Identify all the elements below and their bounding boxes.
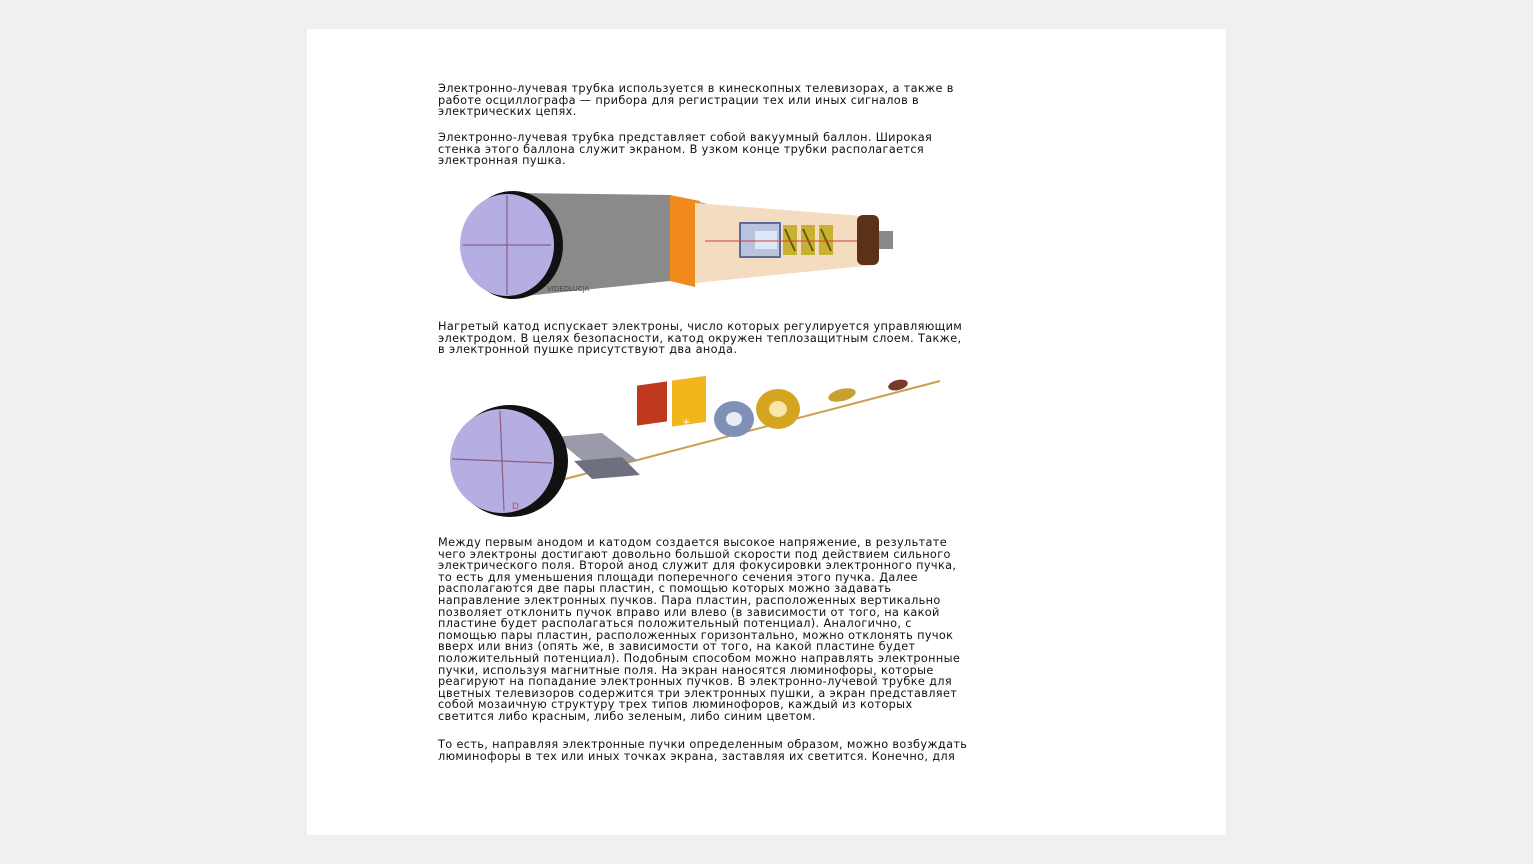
svg-text:+: + bbox=[682, 417, 691, 428]
paragraph-intro: Электронно-лучевая трубка используется в кинескопных телевизорах, а также в работе осциллографа — прибора для регистрации тех или иных сигналов в электрических цепях. bbox=[438, 82, 954, 119]
tube-watermark: VIDEOLUCJA bbox=[547, 285, 590, 293]
tube-pins bbox=[879, 231, 893, 249]
document-page bbox=[307, 29, 1226, 835]
svg-text:F: F bbox=[660, 442, 666, 452]
coil-1 bbox=[827, 386, 857, 404]
paragraph-cathode: Нагретый катод испускает электроны, число которых регулируется управляющим электродом. В целях безопасности, катод окружен теплозащитным слоем. Также, в электронной пушке присутствуют два анода. bbox=[438, 320, 963, 357]
crt-tube-illustration bbox=[455, 187, 917, 301]
paragraph-conclusion: То есть, направляя электронные пучки определенным образом, можно возбуждать люминофоры в тех или иных точках экрана, заставляя их светится. Конечно, для bbox=[438, 738, 968, 763]
anode-red bbox=[637, 381, 667, 425]
paragraph-tube-structure: Электронно-лучевая трубка представляет собой вакуумный баллон. Широкая стенка этого баллона служит экраном. В узком конце трубки располагается электронная пушка. bbox=[438, 131, 933, 168]
paragraph-anodes-and-plates: Между первым анодом и катодом создается высокое напряжение, в результате чего электроны достигают довольно большой скорости под действием сильного электрического поля. Второй анод служит для фокусировки электронного пучка, то есть для уменьшения площади поперечного сечения этого пучка. Далее располагаются две пары пластин, с помощью которых можно задавать направление электронных пучков. Пара пластин, расположенных вертикально позволяет отклонить пучок вправо или влево (в зависимости от того, на какой пластине будет располагаться положительный потенциал). Аналогично, с помощью пары пластин, расположенных горизонтально, можно отклонять пучок вверх или вниз (опять же, в зависимости от того, на какой пластине будет положительный потенциал). Подобным способом можно направлять электронные пучки, используя магнитные поля. На экран наносятся люминофоры, которые реагируют на попадание электронных пучков. В электронно-лучевой трубке для цветных телевизоров содержится три электронных пушки, а экран представляет собой мозаичную структуру трех типов люминофоров, каждый из которых светится либо красным, либо зеленым, либо синим цветом. bbox=[438, 536, 961, 723]
svg-text:D: D bbox=[512, 502, 519, 512]
tube-base bbox=[857, 215, 879, 265]
electron-gun-exploded-illustration bbox=[442, 375, 942, 521]
